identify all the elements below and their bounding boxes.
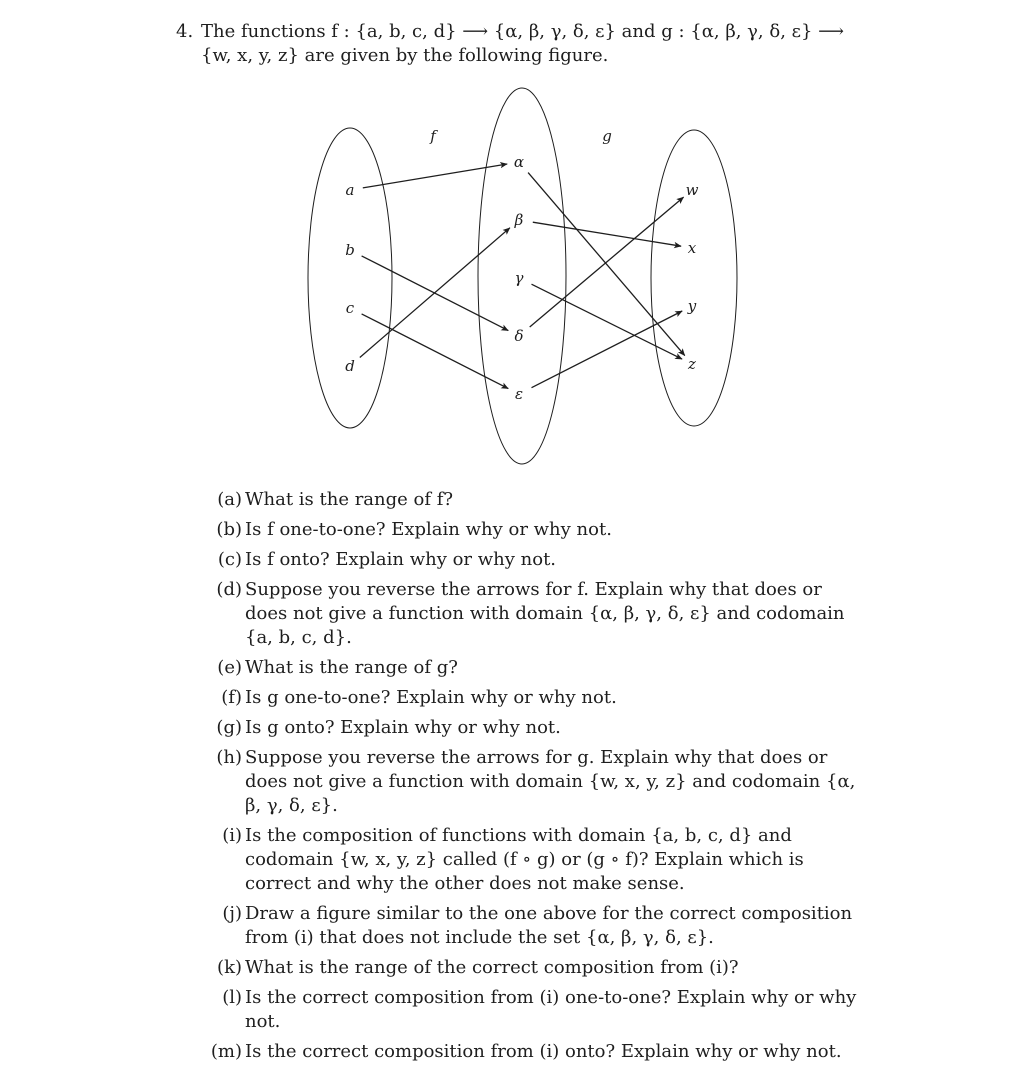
question-item	[204, 746, 864, 818]
question-label: (h)	[216, 747, 242, 768]
question-text: Suppose you reverse the arrows for g. Explain why that does or does not give a function with domain {w, x, y, z} and codomain {α, β, γ, δ, ε}.	[245, 747, 856, 816]
domain-element-label: a	[345, 181, 355, 199]
question-list	[204, 488, 864, 1070]
codomain-element-label: z	[688, 355, 696, 373]
question-text: What is the range of f?	[245, 489, 454, 510]
question-text: Is g one-to-one? Explain why or why not.	[245, 687, 617, 708]
g-mapping-arrow	[533, 222, 681, 246]
question-item	[204, 518, 864, 542]
question-label: (g)	[216, 717, 242, 738]
function-diagram-svg	[300, 80, 750, 475]
problem-statement	[176, 20, 866, 68]
middle-element-label: β	[514, 211, 524, 229]
domain-element-label: d	[345, 357, 355, 375]
question-item	[204, 986, 864, 1034]
problem-text	[201, 20, 866, 68]
question-text: Is the correct composition from (i) one-to-one? Explain why or why not.	[245, 987, 857, 1032]
g-mapping-arrow	[532, 284, 683, 359]
question-label: (m)	[210, 1041, 242, 1062]
question-item	[204, 1040, 864, 1064]
g-mapping-arrow	[530, 197, 684, 327]
question-text: What is the range of g?	[245, 657, 458, 678]
domain-element-label: c	[345, 299, 355, 317]
question-item	[204, 716, 864, 740]
middle-element-label: ε	[514, 385, 524, 403]
question-item	[204, 902, 864, 950]
g-mapping-arrow	[528, 173, 685, 356]
question-item	[204, 824, 864, 896]
codomain-element-label: x	[687, 239, 697, 257]
question-item	[204, 656, 864, 680]
question-item	[204, 548, 864, 572]
question-label: (k)	[217, 957, 242, 978]
set-ellipse-domain	[308, 128, 392, 428]
function-label-f: f	[430, 127, 436, 145]
question-text: Is the composition of functions with domain {a, b, c, d} and codomain {w, x, y, z} called (f ∘ g) or (g ∘ f)? Explain which is correct and why the other does not make sense.	[245, 825, 804, 894]
middle-element-label: γ	[514, 269, 524, 287]
question-label: (f)	[221, 687, 242, 708]
function-label-g: g	[602, 127, 612, 145]
question-item	[204, 488, 864, 512]
question-text: What is the range of the correct composition from (i)?	[245, 957, 739, 978]
f-mapping-arrow	[363, 164, 507, 188]
codomain-element-label: y	[687, 297, 697, 315]
problem-statement-line2: {w, x, y, z} are given by the following figure.	[201, 45, 609, 66]
g-mapping-arrow	[532, 311, 683, 388]
question-label: (j)	[222, 903, 242, 924]
middle-element-label: α	[513, 153, 525, 171]
function-diagram	[300, 80, 750, 475]
question-text: Suppose you reverse the arrows for f. Explain why that does or does not give a function with domain {α, β, γ, δ, ε} and codomain {a, b, c, d}.	[245, 579, 845, 648]
question-text: Is f one-to-one? Explain why or why not.	[245, 519, 612, 540]
domain-element-label: b	[345, 241, 355, 259]
problem-number: 4.	[176, 21, 194, 42]
question-item	[204, 578, 864, 650]
set-ellipse-codomain	[651, 130, 737, 426]
question-label: (a)	[217, 489, 242, 510]
question-text: Is the correct composition from (i) onto? Explain why or why not.	[245, 1041, 842, 1062]
f-mapping-arrow	[362, 314, 509, 389]
question-text: Draw a figure similar to the one above for the correct composition from (i) that does not include the set {α, β, γ, δ, ε}.	[245, 903, 853, 948]
question-text: Is f onto? Explain why or why not.	[245, 549, 557, 570]
question-label: (l)	[222, 987, 242, 1008]
problem-statement-line1: The functions f : {a, b, c, d} ⟶ {α, β, γ, δ, ε} and g : {α, β, γ, δ, ε} ⟶	[201, 21, 844, 42]
question-label: (b)	[216, 519, 242, 540]
middle-element-label: δ	[514, 327, 524, 345]
question-label: (c)	[217, 549, 242, 570]
question-item	[204, 686, 864, 710]
f-mapping-arrow	[360, 228, 510, 358]
element-labels	[345, 153, 698, 403]
question-item	[204, 956, 864, 980]
question-label: (i)	[222, 825, 242, 846]
codomain-element-label: w	[685, 181, 699, 199]
question-label: (d)	[216, 579, 242, 600]
question-text: Is g onto? Explain why or why not.	[245, 717, 561, 738]
question-label: (e)	[217, 657, 242, 678]
